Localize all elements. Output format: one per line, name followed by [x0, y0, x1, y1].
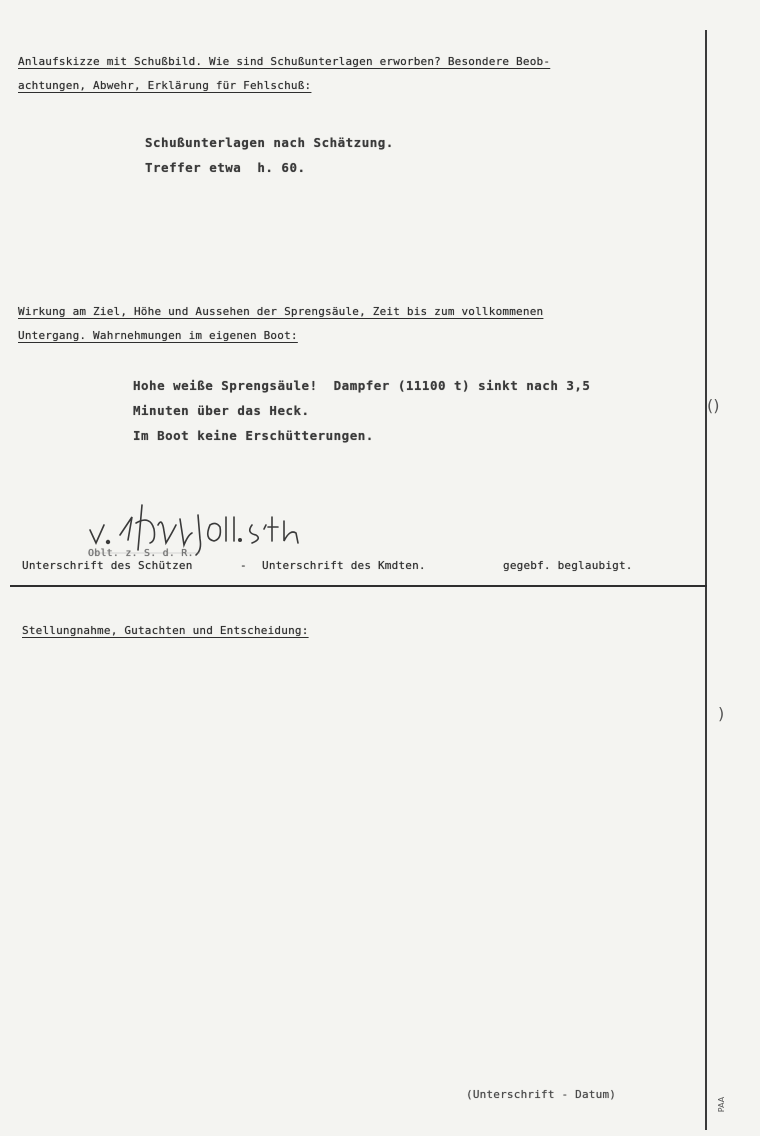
section1-entry-line1: Schußunterlagen nach Schätzung.: [145, 135, 394, 150]
section1-entry-line2: Treffer etwa h. 60.: [145, 160, 306, 175]
label-certified: gegebf. beglaubigt.: [503, 559, 633, 572]
section2-heading-line2: Untergang. Wahrnehmungen im eigenen Boot:: [18, 329, 298, 342]
right-border-line: [705, 30, 707, 1130]
section2-entry-line1: Hohe weiße Sprengsäule! Dampfer (11100 t) sinkt nach 3,5: [133, 378, 591, 393]
margin-mark-upper: (): [707, 396, 720, 415]
signature-date-label: (Unterschrift - Datum): [466, 1088, 617, 1101]
section2-heading-line1: Wirkung am Ziel, Höhe und Aussehen der Sprengsäule, Zeit bis zum vollkommenen: [18, 305, 544, 318]
section2-entry-line2: Minuten über das Heck.: [133, 403, 310, 418]
label-separator: -: [240, 559, 247, 572]
label-shooter-signature: Unterschrift des Schützen: [22, 559, 193, 572]
stamped-name: Oblt. z. S. d. R.: [88, 548, 194, 559]
section1-heading-line2: achtungen, Abwehr, Erklärung für Fehlschuß:: [18, 79, 312, 92]
margin-mark-lower: ): [718, 704, 725, 723]
section-divider: [10, 585, 707, 587]
section1-heading-line1: Anlaufskizze mit Schußbild. Wie sind Schußunterlagen erworben? Besondere Beob-: [18, 55, 551, 68]
section3-heading: Stellungnahme, Gutachten und Entscheidung:: [22, 624, 309, 637]
label-commander-signature: Unterschrift des Kmdten.: [262, 559, 426, 572]
section2-entry-line3: Im Boot keine Erschütterungen.: [133, 428, 374, 443]
side-text: PAA: [717, 1096, 727, 1113]
